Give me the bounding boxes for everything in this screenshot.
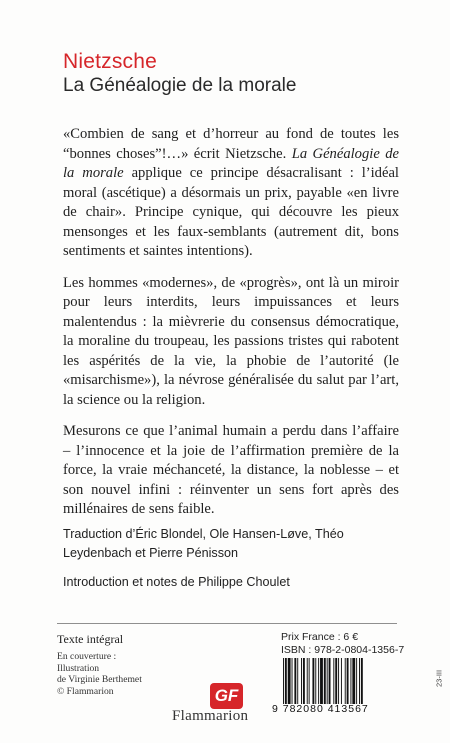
blurb-paragraph-3: Mesurons ce que l’animal humain a perdu dans l’affaire – l’innocence et la joie de l’affirmation première de la force, la vraie méchanceté, la distance, la noblesse – et son nouvel infini : réinventer un sens fort après des millénaires de sens faible.	[63, 423, 399, 517]
cover-credit-line: En couverture :	[57, 651, 117, 662]
barcode-bar	[315, 658, 316, 704]
barcode-bar	[333, 658, 334, 704]
barcode-bar	[341, 658, 342, 704]
blurb-p1-end: applique ce principe désacralisant : l’idéal moral (ascétique) a désormais un prix, payable «en livre de chair». Principe cynique, qui découvre les pieux mensonges et les faux-semblants (autrement dit, bons sentiments et saintes intentions).	[63, 165, 399, 259]
barcode-bar	[301, 658, 302, 704]
barcode-bar	[288, 658, 291, 704]
cover-credit-line: de Virginie Berthemet	[57, 674, 142, 685]
barcode-bar	[312, 658, 314, 704]
barcode-bar	[309, 658, 310, 704]
cover-credit-line: Illustration	[57, 662, 100, 674]
barcode-bar	[356, 658, 357, 704]
texte-integral: Texte intégral	[57, 632, 124, 646]
blurb-p1-start: «Combien de sang et d’horreur au fond de toutes les “bonnes choses”!…» écrit Nietzsche.	[63, 126, 399, 162]
barcode-bar	[347, 658, 349, 704]
translation-credit: Traduction d’Éric Blondel, Ole Hansen-Løve, Théo Leydenbach et Pierre Pénisson	[63, 527, 344, 560]
book-title: La Généalogie de la morale	[63, 75, 297, 96]
cover-credit-line: © Flammarion	[57, 685, 114, 697]
barcode-bar	[292, 658, 293, 704]
barcode-bar	[335, 658, 337, 704]
barcode-bar	[350, 658, 351, 704]
barcode-bar	[359, 658, 360, 704]
barcode-bar	[352, 658, 355, 704]
barcode	[281, 658, 401, 704]
introduction-credit: Introduction et notes de Philippe Choulet	[63, 575, 290, 589]
barcode-bar	[338, 658, 339, 704]
barcode-bar	[361, 658, 363, 704]
barcode-bar	[324, 658, 326, 704]
cover-credit	[57, 651, 142, 697]
blurb-paragraph-1	[63, 125, 399, 262]
isbn: ISBN : 978-2-0804-1356-7	[281, 644, 405, 656]
blurb-paragraph-2: Les hommes «modernes», de «progrès», ont là un miroir pour leurs interdits, leurs impuissances et leurs malentendus : la mièvrerie du consensus démocratique, la moraline du troupeau, les passions tristes qui rabotent les aspérités de la vie, la phobie de l’autorité (le «misarchisme»), la névrose généralisée du salut par l’art, la science ou la religion.	[63, 274, 399, 408]
publisher-name: Flammarion	[172, 708, 249, 724]
author-name: Nietzsche	[63, 50, 158, 73]
blurb-p1-title-italic: La Généalogie de la morale	[63, 145, 399, 181]
barcode-bar	[327, 658, 328, 704]
barcode-bar	[345, 658, 346, 704]
price: Prix France : 6 €	[281, 631, 359, 643]
barcode-bar	[318, 658, 319, 704]
barcode-bar	[285, 658, 287, 704]
barcode-bar	[320, 658, 323, 704]
barcode-bar	[294, 658, 296, 704]
barcode-bar	[297, 658, 298, 704]
ean-number: 9 782080 413567	[272, 703, 369, 715]
credits	[63, 525, 403, 602]
barcode-bar	[307, 658, 308, 704]
blurb	[63, 125, 399, 532]
barcode-bar	[329, 658, 331, 704]
barcode-bar	[283, 658, 284, 704]
gf-logo: GF	[210, 683, 243, 709]
spine-code: 23-III	[434, 669, 444, 687]
barcode-bar	[303, 658, 305, 704]
divider	[57, 623, 397, 624]
